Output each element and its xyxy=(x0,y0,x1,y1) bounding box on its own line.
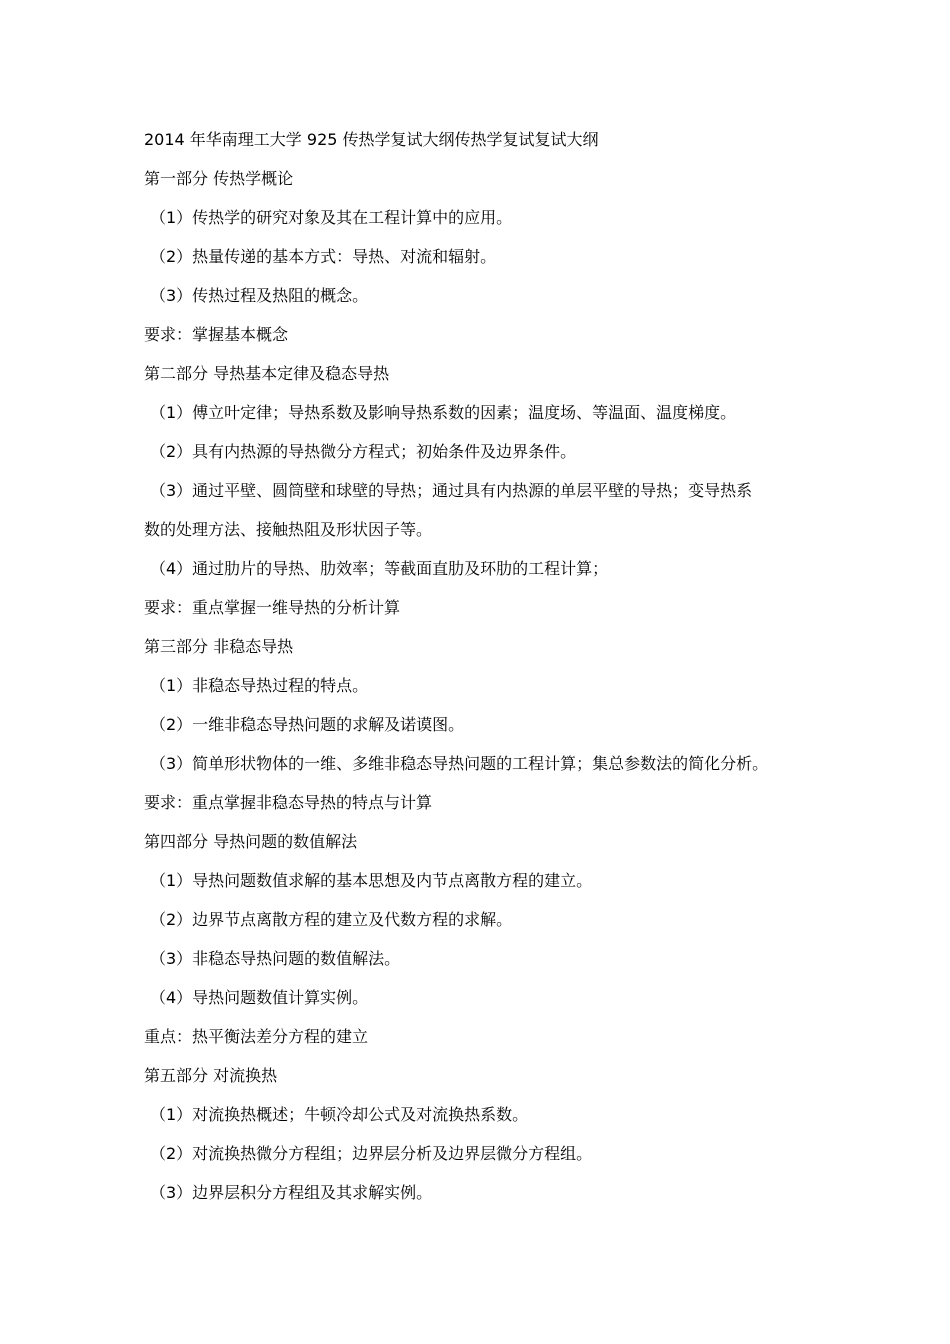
list-item: （4）导热问题数值计算实例。 xyxy=(150,988,369,1007)
requirement-line: 要求：重点掌握一维导热的分析计算 xyxy=(144,598,401,617)
list-item: （1）传热学的研究对象及其在工程计算中的应用。 xyxy=(150,208,513,227)
list-item: （1）对流换热概述；牛顿冷却公式及对流换热系数。 xyxy=(150,1105,529,1124)
list-item: （2）具有内热源的导热微分方程式；初始条件及边界条件。 xyxy=(150,442,577,461)
list-item: （2）一维非稳态导热问题的求解及诺谟图。 xyxy=(150,715,465,734)
list-item: （1）导热问题数值求解的基本思想及内节点离散方程的建立。 xyxy=(150,871,593,890)
list-item: （3）简单形状物体的一维、多维非稳态导热问题的工程计算；集总参数法的简化分析。 xyxy=(150,754,769,773)
list-item: （2）边界节点离散方程的建立及代数方程的求解。 xyxy=(150,910,513,929)
list-item: （1）傅立叶定律；导热系数及影响导热系数的因素；温度场、等温面、温度梯度。 xyxy=(150,403,737,422)
list-item: （3）传热过程及热阻的概念。 xyxy=(150,286,369,305)
list-item: （2）对流换热微分方程组；边界层分析及边界层微分方程组。 xyxy=(150,1144,593,1163)
list-item: （1）非稳态导热过程的特点。 xyxy=(150,676,369,695)
list-item-continuation: 数的处理方法、接触热阻及形状因子等。 xyxy=(144,520,433,539)
document-title: 2014 年华南理工大学 925 传热学复试大纲传热学复试复试大纲 xyxy=(144,130,599,149)
list-item: （4）通过肋片的导热、肋效率；等截面直肋及环肋的工程计算； xyxy=(150,559,609,578)
section-heading: 第二部分 导热基本定律及稳态导热 xyxy=(144,364,390,383)
section-heading: 第一部分 传热学概论 xyxy=(144,169,294,188)
document-body xyxy=(144,120,844,1212)
section-heading: 第四部分 导热问题的数值解法 xyxy=(144,832,358,851)
requirement-line: 要求：掌握基本概念 xyxy=(144,325,289,344)
section-heading: 第三部分 非稳态导热 xyxy=(144,637,294,656)
key-point-line: 重点：热平衡法差分方程的建立 xyxy=(144,1027,369,1046)
list-item: （2）热量传递的基本方式：导热、对流和辐射。 xyxy=(150,247,497,266)
list-item: （3）边界层积分方程组及其求解实例。 xyxy=(150,1183,433,1202)
list-item: （3）非稳态导热问题的数值解法。 xyxy=(150,949,401,968)
section-heading: 第五部分 对流换热 xyxy=(144,1066,278,1085)
list-item: （3）通过平壁、圆筒壁和球壁的导热；通过具有内热源的单层平壁的导热；变导热系 xyxy=(150,481,753,500)
requirement-line: 要求：重点掌握非稳态导热的特点与计算 xyxy=(144,793,433,812)
